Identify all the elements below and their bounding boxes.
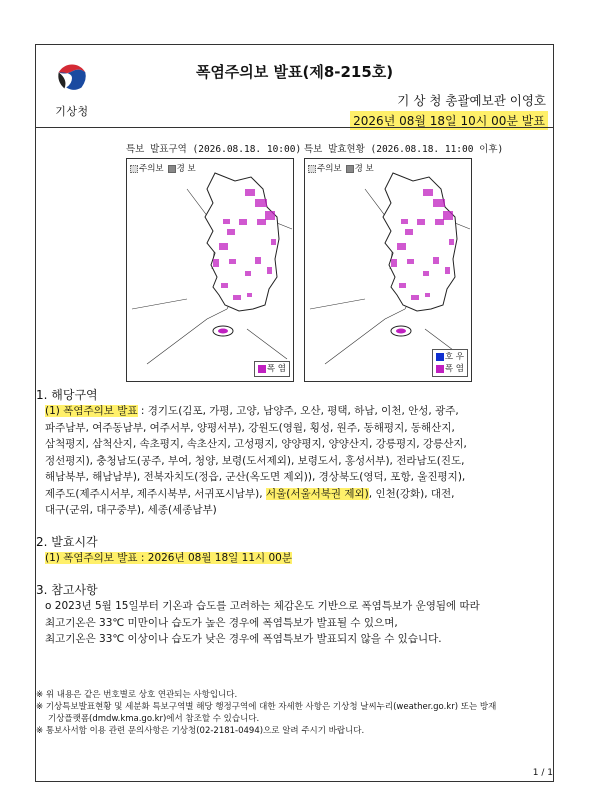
map-legend-top xyxy=(130,162,196,174)
korea-map-image xyxy=(305,159,471,381)
footnote: ※ 위 내용은 같은 번호별로 상호 연관되는 사항입니다. xyxy=(36,690,238,700)
areas-body xyxy=(45,403,553,519)
areas-highlight: 서울(서울서북권 제외) xyxy=(265,487,369,500)
section-heading: 3. 참고사항 xyxy=(36,583,98,597)
issue-time: 2026년 08월 18일 10시 00분 발표 xyxy=(350,111,548,130)
map-panel-effective xyxy=(304,141,504,382)
section-heading: 2. 발효시각 xyxy=(36,535,98,549)
areas-lead: (1) 폭염주의보 발표 xyxy=(45,405,138,417)
areas-line: 해남북부, 해남남부), 전북자치도(정읍, 군산(옥도면 제외)), 경상북도(영덕, 포항, 울진평지), xyxy=(45,471,466,483)
warning-swatch xyxy=(346,165,354,173)
notes-line: o 2023년 5월 15일부터 기온과 습도를 고려하는 체감온도 기반으로 폭염특보가 운영됨에 따라 xyxy=(45,600,480,612)
areas-line: 정선평지), 충청남도(공주, 부여, 청양, 보령(도서제외), 보령도서, 홍성서부), 전라남도(진도, xyxy=(45,454,465,467)
bulletin-title: 폭염주의보 발표(제8-215호) xyxy=(195,63,394,81)
issuer-line: 기 상 청 총괄예보관 이영호 xyxy=(397,93,546,108)
effective-time-line: (1) 폭염주의보 발표 : 2026년 08월 18일 11시 00분 xyxy=(45,552,292,564)
footnote: ※ 통보사서함 이용 관련 문의사항은 기상청(02-2181-0494)으로 알려 주시기 바랍니다. xyxy=(36,726,365,736)
legend-item-heat: 폭 염 xyxy=(436,363,464,375)
areas-line: (1) 폭염주의보 발표 : 경기도(김포, 가평, 고양, 남양주, 오산, 평택, 하남, 이천, 안성, 광주, xyxy=(45,405,459,417)
watch-swatch xyxy=(308,165,316,173)
areas-line: 삼척평지, 삼척산지, 속초평지, 속초산지, 고성평지, 양양평지, 양양산지, 강릉평지, 강릉산지, xyxy=(45,438,467,450)
section-effective-time xyxy=(36,533,553,567)
section-notes xyxy=(36,581,553,648)
legend-item-heat: 폭 염 xyxy=(258,363,286,375)
section-heading: 1. 해당구역 xyxy=(36,388,98,402)
bulletin-page xyxy=(35,44,554,782)
legend-warning-label: 경 보 xyxy=(354,164,374,174)
header-divider xyxy=(36,127,553,128)
legend-item-rain: 호 우 xyxy=(436,351,464,363)
areas-line: 제주도(제주시서부, 제주시북부, 서귀포시남부), 서울(서울서북권 제외), 인천(강화), 대전, xyxy=(45,487,455,500)
areas-line: 대구(군위, 대구중부), 세종(세종남부) xyxy=(45,504,217,516)
legend-watch-label: 주의보 xyxy=(317,164,342,174)
notes-line: 최고기온은 33℃ 미만이나 습도가 높은 경우에 폭염특보가 발표될 수 있으며, xyxy=(45,616,398,629)
korea-map-image xyxy=(127,159,293,381)
warning-map xyxy=(126,158,294,382)
map-caption: 특보 발효현황 (2026.08.18. 11:00 이후) xyxy=(304,144,504,155)
warning-swatch xyxy=(168,165,176,173)
notes-body xyxy=(45,598,553,648)
footnotes xyxy=(36,689,496,737)
notes-line: 최고기온은 33℃ 이상이나 습도가 낮은 경우에 폭염특보가 발표되지 않을 수 있습니다. xyxy=(45,633,442,645)
footnote: 기상플랫폼(dmdw.kma.go.kr)에서 참조할 수 있습니다. xyxy=(48,714,260,724)
legend-warning-label: 경 보 xyxy=(176,164,196,174)
section-areas xyxy=(36,386,553,519)
warning-map xyxy=(304,158,472,382)
page-indicator: 1 / 1 xyxy=(532,768,553,778)
map-panel-issued xyxy=(126,141,302,382)
hazard-legend xyxy=(432,349,468,377)
logo-text: 기상청 xyxy=(55,105,89,118)
map-caption: 특보 발표구역 (2026.08.18. 10:00) xyxy=(126,144,302,155)
footnote: ※ 기상특보발표현황 및 세분화 특보구역별 해당 행정구역에 대한 자세한 사항은 기상청 날씨누리(weather.go.kr) 또는 방재 xyxy=(36,702,497,712)
map-legend-top xyxy=(308,162,374,174)
watch-swatch xyxy=(130,165,138,173)
hazard-legend xyxy=(254,361,290,377)
areas-line: 파주남부, 여주동남부, 여주서부, 양평서부), 강원도(영월, 횡성, 원주, 동해평지, 동해산지, xyxy=(45,421,455,434)
legend-watch-label: 주의보 xyxy=(139,164,164,174)
